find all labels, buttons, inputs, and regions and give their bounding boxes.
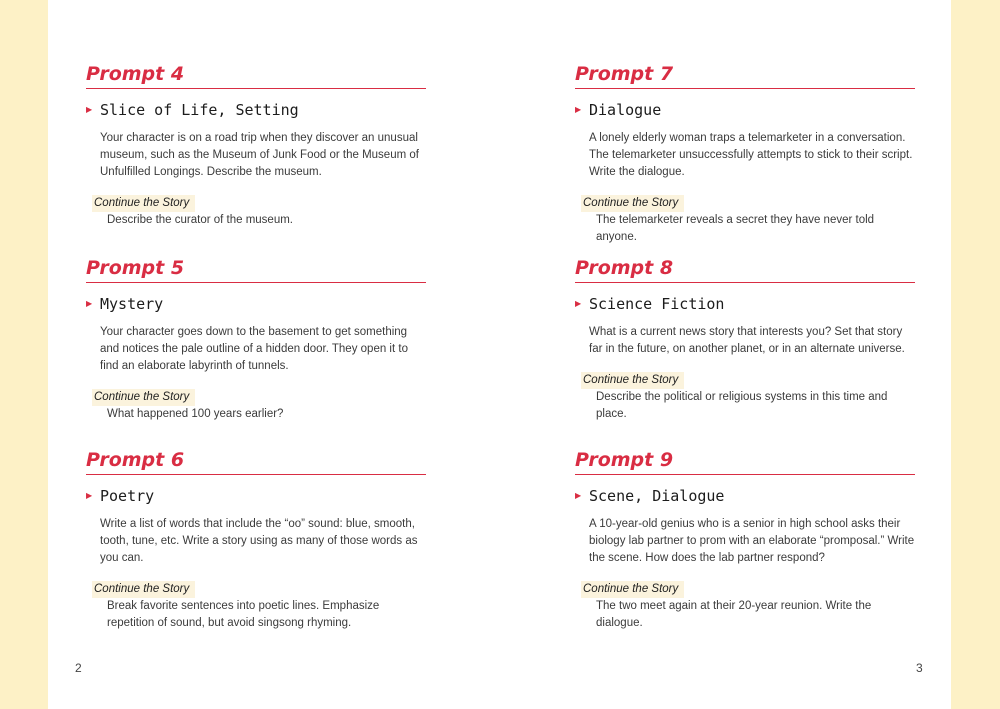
continue-text: The two meet again at their 20-year reunion. Write the dialogue. [596,600,872,629]
prompt-text: A lonely elderly woman traps a telemarketer in a conversation. The telemarketer unsuccessfully attempts to stick to their script. Write the dialogue. [589,132,913,178]
genre-line [86,485,426,507]
genre-line [575,99,915,121]
page-number-right: 3 [916,661,923,675]
genre-label: Poetry [100,487,155,505]
continue-label: Continue the Story [581,195,684,212]
continue-label: Continue the Story [92,581,195,598]
page-number-left: 2 [75,661,82,675]
title-rule [575,474,915,475]
triangle-right-icon: ▶ [86,105,93,114]
continue-label: Continue the Story [92,389,195,406]
prompt-text: What is a current news story that interests you? Set that story far in the future, on another planet, or in an alternate universe. [589,326,905,355]
right-page [498,0,951,709]
prompt-text: A 10-year-old genius who is a senior in high school asks their biology lab partner to prom with an elaborate “promposal.” Write the scene. How does the lab partner respond? [589,518,915,564]
continue-label: Continue the Story [581,581,684,598]
genre-label: Dialogue [589,101,662,119]
prompt-card [86,256,426,423]
genre-line [86,293,426,315]
title-rule [575,282,915,283]
title-rule [86,88,426,89]
genre-label: Science Fiction [589,295,725,313]
prompt-title: Prompt 9 [575,449,674,471]
prompt-card [575,448,915,632]
book-spread [48,0,951,709]
triangle-right-icon: ▶ [575,491,582,500]
continue-label: Continue the Story [92,195,195,212]
continue-text: Describe the political or religious systems in this time and place. [596,391,888,420]
prompt-card [575,256,915,423]
genre-label: Mystery [100,295,164,313]
continue-label: Continue the Story [581,372,684,389]
title-rule [575,88,915,89]
genre-label: Slice of Life, Setting [100,101,299,119]
prompt-title: Prompt 5 [86,257,185,279]
triangle-right-icon: ▶ [575,299,582,308]
continue-text: Describe the curator of the museum. [107,214,293,226]
title-rule [86,282,426,283]
prompt-text: Your character is on a road trip when they discover an unusual museum, such as the Museum of Junk Food or the Museum of Unfulfilled Longings. Describe the museum. [100,132,419,178]
prompt-text: Your character goes down to the basement to get something and notices the pale outline of a hidden door. They open it to find an elaborate labyrinth of tunnels. [100,326,408,372]
prompt-title: Prompt 7 [575,63,674,85]
title-rule [86,474,426,475]
continue-text: Break favorite sentences into poetic lines. Emphasize repetition of sound, but avoid singsong rhyming. [107,600,380,629]
triangle-right-icon: ▶ [86,299,93,308]
prompt-card [86,448,426,632]
genre-label: Scene, Dialogue [589,487,725,505]
prompt-title: Prompt 6 [86,449,185,471]
triangle-right-icon: ▶ [86,491,93,500]
prompt-card [86,62,426,229]
continue-text: What happened 100 years earlier? [107,408,284,420]
prompt-card [575,62,915,246]
prompt-text: Write a list of words that include the “oo” sound: blue, smooth, tooth, tune, etc. Write a story using as many of those words as you can. [100,518,418,564]
genre-line [575,485,915,507]
continue-text: The telemarketer reveals a secret they have never told anyone. [596,214,875,243]
genre-line [575,293,915,315]
prompt-title: Prompt 4 [86,63,185,85]
left-page [48,0,498,709]
prompt-title: Prompt 8 [575,257,674,279]
genre-line [86,99,426,121]
triangle-right-icon: ▶ [575,105,582,114]
